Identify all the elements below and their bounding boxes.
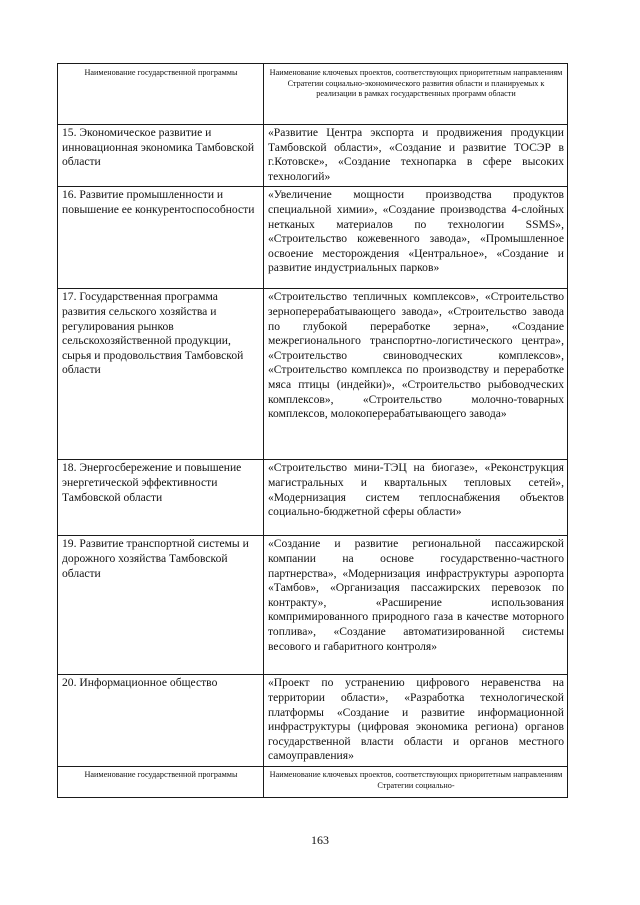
table-row [58, 289, 568, 460]
page-number: 163 [311, 833, 329, 847]
header-program-name: Наименование государственной программы [58, 64, 264, 125]
table-row [58, 187, 568, 289]
header-projects-name: Наименование ключевых проектов, соответствующих приоритетным направлениям Стратегии социально-экономического развития области и планируемых к реализации в рамках государственных программ области [264, 64, 568, 125]
table-row [58, 675, 568, 767]
program-name-cell: 15. Экономическое развитие и инновационная экономика Тамбовской области [58, 125, 264, 187]
repeated-header-program-name: Наименование государственной программы [58, 766, 264, 797]
projects-cell: «Проект по устранению цифрового неравенства на территории области», «Разработка технологической платформы «Создание и развитие информационной инфраструктуры (цифровая экономика региона) органов государственной власти области и органов местного самоуправления» [264, 675, 568, 767]
programs-table [57, 63, 568, 798]
projects-cell: «Увеличение мощности производства продуктов специальной химии», «Создание производства 4-слойных нетканых материалов по технологии SSMS», «Строительство кожевенного завода», «Промышленное освоение месторождения «Центральное», «Создание и развитие индустриальных парков» [264, 187, 568, 289]
table-header-row [58, 64, 568, 125]
table-row [58, 125, 568, 187]
program-name-cell: 20. Информационное общество [58, 675, 264, 767]
projects-cell: «Создание и развитие региональной пассажирской компании на основе государственно-частного партнерства», «Модернизация инфраструктуры аэропорта «Тамбов», «Организация пассажирских перевозок по контракту», «Расширение использования компримированного природного газа в качестве моторного топлива», «Создание автоматизированной системы весового и габаритного контроля» [264, 536, 568, 675]
program-name-cell: 19. Развитие транспортной системы и дорожного хозяйства Тамбовской области [58, 536, 264, 675]
program-name-cell: 17. Государственная программа развития сельского хозяйства и регулирования рынков сельскохозяйственной продукции, сырья и продовольствия Тамбовской области [58, 289, 264, 460]
program-name-cell: 18. Энергосбережение и повышение энергетической эффективности Тамбовской области [58, 460, 264, 536]
repeated-header-projects-name: Наименование ключевых проектов, соответствующих приоритетным направлениям Стратегии социально- [264, 766, 568, 797]
table-repeated-header-row [58, 766, 568, 797]
table-row [58, 460, 568, 536]
table-row [58, 536, 568, 675]
program-name-cell: 16. Развитие промышленности и повышение ее конкурентоспособности [58, 187, 264, 289]
projects-cell: «Строительство тепличных комплексов», «Строительство зерноперерабатывающего завода», «Строительство завода по глубокой переработке зерна», «Создание межрегионального транспортно-логистического центра», «Строительство свиноводческих комплексов», «Строительство комплекса по производству и переработке мяса птицы (индейки)», «Строительство рыбоводческих комплексов», «Строительство молочно-товарных комплексов, молокоперерабатывающего завода» [264, 289, 568, 460]
projects-cell: «Развитие Центра экспорта и продвижения продукции Тамбовской области», «Создание и развитие ТОСЭР в г.Котовске», «Создание технопарка в сфере высоких технологий» [264, 125, 568, 187]
projects-cell: «Строительство мини-ТЭЦ на биогазе», «Реконструкция магистральных и квартальных тепловых сетей», «Модернизация систем теплоснабжения объектов социально-бюджетной сферы области» [264, 460, 568, 536]
